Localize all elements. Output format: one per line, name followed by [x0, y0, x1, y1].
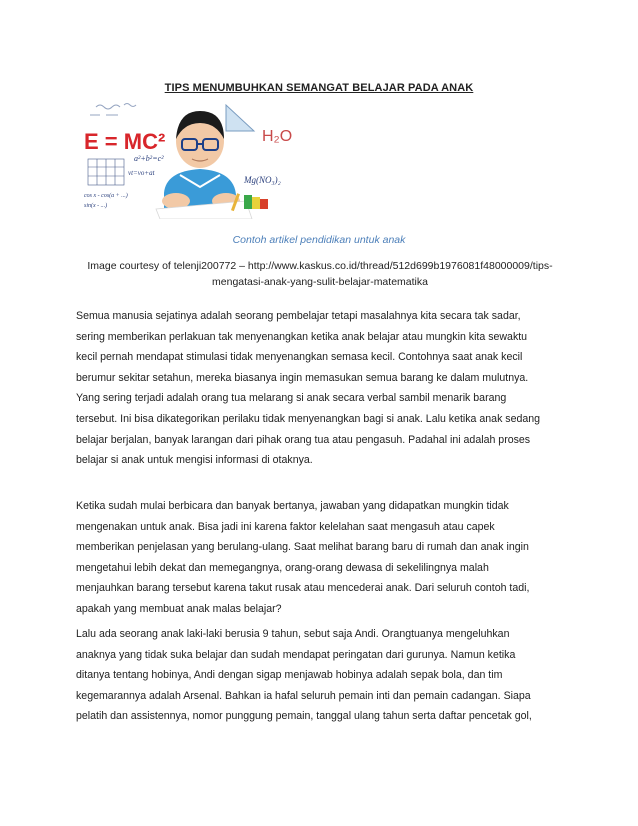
paragraph-2 [76, 496, 564, 620]
text-line: pelatih dan assistennya, nomor punggung pemain, tanggal ulang tahun serta daftar pencetak gol, [76, 710, 532, 723]
credit-line: Image courtesy of telenji200772 – http://www.kaskus.co.id/thread/512d699b1976081f48000009/tips- [87, 260, 553, 272]
text-line: menjauhkan barang tersebut karena takut rusak atau mencederai anak. Dari seluruh contoh tadi, [76, 582, 530, 595]
text-line: memberikan penjelasan yang berulang-ulang. Saat melihat barang baru di rumah dan anak ingin [76, 541, 529, 554]
text-line: mengenakan untuk anak. Bisa jadi ini karena faktor kelelahan saat mengasuh atau capek [76, 520, 495, 533]
triangle-ruler [226, 105, 254, 131]
child-studying-illustration [76, 97, 302, 219]
text-line: kegemarannya adalah Arsenal. Bahkan ia hafal seluruh pemain inti dan pemain cadangan. Siapa [76, 689, 531, 702]
text-line: belajar si anak untuk mengisi informasi di otaknya. [76, 454, 313, 467]
article-title: TIPS MENUMBUHKAN SEMANGAT BELAJAR PADA ANAK [164, 82, 474, 94]
text-line: anaknya yang tidak suka belajar dan sudah mendapat peringatan dari gurunya. Namun ketika [76, 648, 516, 661]
text-line: ditanya tentang hobinya, Andi dengan sigap menjawab hobinya adalah sepak bola, dan tim [76, 669, 503, 682]
text-line: Yang sering terjadi adalah orang tua melarang si anak secara verbal sambil menarik barang [76, 392, 507, 405]
paragraph-3 [76, 624, 564, 727]
paragraph-1 [76, 306, 564, 471]
formula-pythagoras: a²+b²=c² [134, 154, 164, 163]
text-line: Lalu ada seorang anak laki-laki berusia 9 tahun, sebut saja Andi. Orangtuanya mengeluhkan [76, 628, 510, 640]
text-line: Semua manusia sejatinya adalah seorang pembelajar tetapi masalahnya kita secara tak sadar, [76, 310, 521, 322]
formula-h2o: H₂O [262, 128, 293, 145]
formula-cos: cos x - cos(a + ...) [84, 193, 128, 199]
formula-velocity: vt=vo+at [128, 169, 155, 177]
image-credit [76, 258, 564, 290]
text-line: kecil pernah mendapat stimulasi tidak menyenangkan semasa kecil. Contohnya saat anak kecil [76, 351, 523, 364]
toy-blocks [244, 195, 268, 209]
formula-mgno3: Mg(NO₃)₂ [244, 175, 281, 185]
credit-line: mengatasi-anak-yang-sulit-belajar-matematika [212, 276, 428, 288]
text-line: belajar berjalan, banyak larangan dari pihak orang tua atau pengasuh. Padahal ini adalah proses [76, 433, 531, 446]
formula-sin: sin(x - ...) [84, 203, 108, 209]
article-image [76, 97, 302, 219]
text-line: berumur sekitar setahun, mereka biasanya ingin memasukan semua barang ke dalam mulutnya. [76, 371, 529, 384]
text-line: apakah yang membuat anak malas belajar? [76, 602, 282, 615]
text-line: mengetahui lebih dekat dan memegangnya, orang-orang dewasa di sekelilingnya malah [76, 561, 489, 574]
text-line: tersebut. Ini bisa dikategorikan perilaku tidak menyenangkan bagi si anak. Lalu ketika anak sedang [76, 412, 541, 425]
image-caption: Contoh artikel pendidikan untuk anak [232, 234, 406, 246]
number-grid [88, 159, 124, 185]
text-line: sering memberikan perlakuan tak menyenangkan ketika anak belajar atau mungkin kita sewaktu [76, 330, 528, 343]
formula-emc2: E = MC² [84, 129, 166, 154]
text-line: Ketika sudah mulai berbicara dan banyak bertanya, jawaban yang didapatkan mungkin tidak [76, 500, 509, 512]
